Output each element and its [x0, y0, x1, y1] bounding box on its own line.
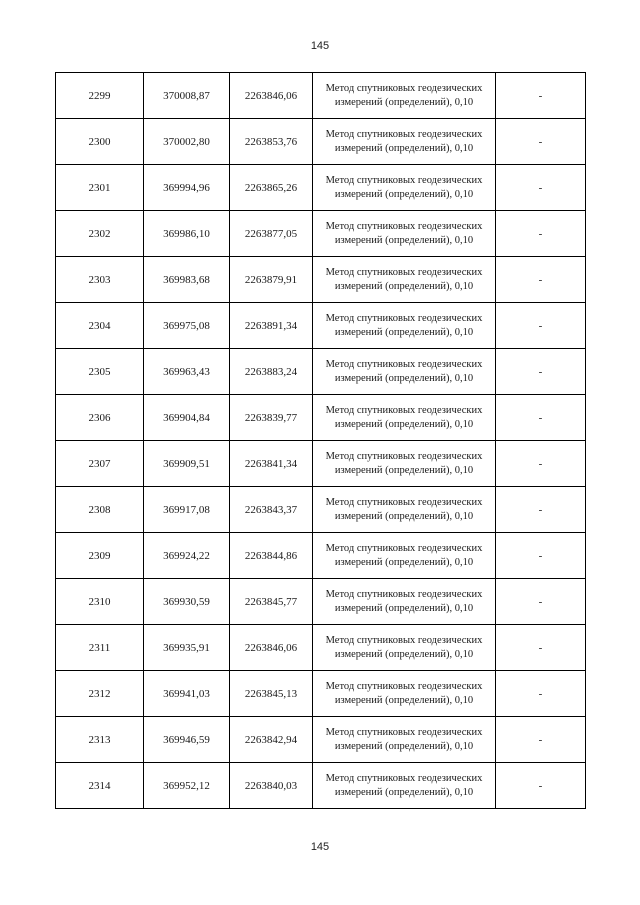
- y-coordinate-cell: 2263846,06: [230, 625, 313, 671]
- method-cell: [313, 119, 496, 165]
- x-coordinate-cell: 369975,08: [144, 303, 230, 349]
- description-cell: -: [496, 763, 586, 809]
- y-coordinate-cell: 2263846,06: [230, 73, 313, 119]
- table-row: [56, 441, 586, 487]
- point-number-cell: 2299: [56, 73, 144, 119]
- point-number-cell: 2305: [56, 349, 144, 395]
- table-row: [56, 487, 586, 533]
- x-coordinate-cell: 369909,51: [144, 441, 230, 487]
- description-cell: -: [496, 671, 586, 717]
- point-number-cell: 2300: [56, 119, 144, 165]
- method-text: Метод спутниковых геодезических измерений (определений), 0,10: [325, 772, 483, 798]
- method-text: Метод спутниковых геодезических измерений (определений), 0,10: [325, 358, 483, 384]
- point-number-cell: 2313: [56, 717, 144, 763]
- x-coordinate-cell: 369986,10: [144, 211, 230, 257]
- table-row: [56, 349, 586, 395]
- description-cell: -: [496, 625, 586, 671]
- table-row: [56, 73, 586, 119]
- y-coordinate-cell: 2263840,03: [230, 763, 313, 809]
- description-cell: -: [496, 349, 586, 395]
- x-coordinate-cell: 369983,68: [144, 257, 230, 303]
- table-row: [56, 257, 586, 303]
- point-number-cell: 2306: [56, 395, 144, 441]
- point-number-cell: 2311: [56, 625, 144, 671]
- x-coordinate-cell: 369941,03: [144, 671, 230, 717]
- method-cell: [313, 349, 496, 395]
- method-cell: [313, 533, 496, 579]
- description-cell: -: [496, 73, 586, 119]
- method-cell: [313, 717, 496, 763]
- x-coordinate-cell: 369952,12: [144, 763, 230, 809]
- point-number-cell: 2309: [56, 533, 144, 579]
- description-cell: -: [496, 579, 586, 625]
- method-text: Метод спутниковых геодезических измерений (определений), 0,10: [325, 634, 483, 660]
- table-row: [56, 303, 586, 349]
- point-number-cell: 2303: [56, 257, 144, 303]
- method-text: Метод спутниковых геодезических измерений (определений), 0,10: [325, 542, 483, 568]
- coordinates-table: [55, 72, 586, 809]
- table-row: [56, 533, 586, 579]
- method-text: Метод спутниковых геодезических измерений (определений), 0,10: [325, 726, 483, 752]
- point-number-cell: 2312: [56, 671, 144, 717]
- description-cell: -: [496, 487, 586, 533]
- method-cell: [313, 625, 496, 671]
- point-number-cell: 2302: [56, 211, 144, 257]
- y-coordinate-cell: 2263841,34: [230, 441, 313, 487]
- page-number-bottom: 145: [310, 841, 330, 853]
- x-coordinate-cell: 369963,43: [144, 349, 230, 395]
- description-cell: -: [496, 441, 586, 487]
- method-cell: [313, 73, 496, 119]
- y-coordinate-cell: 2263877,05: [230, 211, 313, 257]
- x-coordinate-cell: 369917,08: [144, 487, 230, 533]
- point-number-cell: 2314: [56, 763, 144, 809]
- method-cell: [313, 211, 496, 257]
- method-text: Метод спутниковых геодезических измерений (определений), 0,10: [325, 128, 483, 154]
- x-coordinate-cell: 369935,91: [144, 625, 230, 671]
- description-cell: -: [496, 395, 586, 441]
- description-cell: -: [496, 717, 586, 763]
- table-row: [56, 579, 586, 625]
- method-text: Метод спутниковых геодезических измерений (определений), 0,10: [325, 496, 483, 522]
- x-coordinate-cell: 370002,80: [144, 119, 230, 165]
- method-cell: [313, 763, 496, 809]
- y-coordinate-cell: 2263879,91: [230, 257, 313, 303]
- x-coordinate-cell: 369930,59: [144, 579, 230, 625]
- table-row: [56, 165, 586, 211]
- method-cell: [313, 579, 496, 625]
- table-row: [56, 395, 586, 441]
- x-coordinate-cell: 369946,59: [144, 717, 230, 763]
- y-coordinate-cell: 2263845,13: [230, 671, 313, 717]
- y-coordinate-cell: 2263843,37: [230, 487, 313, 533]
- method-text: Метод спутниковых геодезических измерений (определений), 0,10: [325, 404, 483, 430]
- point-number-cell: 2304: [56, 303, 144, 349]
- point-number-cell: 2310: [56, 579, 144, 625]
- y-coordinate-cell: 2263853,76: [230, 119, 313, 165]
- description-cell: -: [496, 211, 586, 257]
- x-coordinate-cell: 369904,84: [144, 395, 230, 441]
- table-row: [56, 763, 586, 809]
- y-coordinate-cell: 2263865,26: [230, 165, 313, 211]
- method-cell: [313, 487, 496, 533]
- table-row: [56, 717, 586, 763]
- description-cell: -: [496, 165, 586, 211]
- method-cell: [313, 257, 496, 303]
- table-row: [56, 211, 586, 257]
- method-text: Метод спутниковых геодезических измерений (определений), 0,10: [325, 174, 483, 200]
- page-number-top: 145: [310, 40, 330, 52]
- point-number-cell: 2307: [56, 441, 144, 487]
- x-coordinate-cell: 369924,22: [144, 533, 230, 579]
- method-text: Метод спутниковых геодезических измерений (определений), 0,10: [325, 312, 483, 338]
- table-row: [56, 119, 586, 165]
- x-coordinate-cell: 370008,87: [144, 73, 230, 119]
- y-coordinate-cell: 2263883,24: [230, 349, 313, 395]
- coordinates-table-body: [56, 73, 586, 809]
- method-text: Метод спутниковых геодезических измерений (определений), 0,10: [325, 588, 483, 614]
- method-text: Метод спутниковых геодезических измерений (определений), 0,10: [325, 450, 483, 476]
- description-cell: -: [496, 119, 586, 165]
- y-coordinate-cell: 2263839,77: [230, 395, 313, 441]
- method-text: Метод спутниковых геодезических измерений (определений), 0,10: [325, 220, 483, 246]
- method-text: Метод спутниковых геодезических измерений (определений), 0,10: [325, 266, 483, 292]
- method-text: Метод спутниковых геодезических измерений (определений), 0,10: [325, 680, 483, 706]
- point-number-cell: 2301: [56, 165, 144, 211]
- x-coordinate-cell: 369994,96: [144, 165, 230, 211]
- description-cell: -: [496, 257, 586, 303]
- method-cell: [313, 395, 496, 441]
- y-coordinate-cell: 2263845,77: [230, 579, 313, 625]
- method-cell: [313, 671, 496, 717]
- point-number-cell: 2308: [56, 487, 144, 533]
- description-cell: -: [496, 303, 586, 349]
- table-row: [56, 671, 586, 717]
- table-row: [56, 625, 586, 671]
- method-cell: [313, 165, 496, 211]
- description-cell: -: [496, 533, 586, 579]
- y-coordinate-cell: 2263891,34: [230, 303, 313, 349]
- method-cell: [313, 303, 496, 349]
- y-coordinate-cell: 2263842,94: [230, 717, 313, 763]
- method-text: Метод спутниковых геодезических измерений (определений), 0,10: [325, 82, 483, 108]
- method-cell: [313, 441, 496, 487]
- y-coordinate-cell: 2263844,86: [230, 533, 313, 579]
